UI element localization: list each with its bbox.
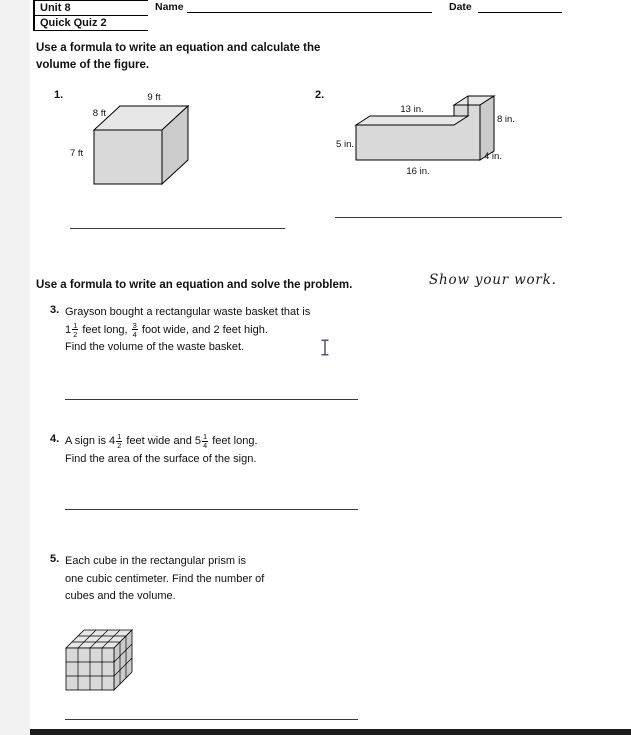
fraction-denominator: 4 <box>203 441 208 450</box>
problem2-dim-bottom: 16 in. <box>406 166 430 177</box>
problem5-answer-line[interactable] <box>65 719 358 720</box>
problem1-answer-line[interactable] <box>70 228 285 229</box>
text-cursor-ibeam <box>320 339 330 356</box>
section2-instructions: Use a formula to write an equation and solve the problem. <box>36 279 353 291</box>
problem4-line1 <box>65 433 365 451</box>
problem1-dim-top: 9 ft <box>147 92 161 103</box>
problem3-line1: Grayson bought a rectangular waste basket that is <box>65 306 311 318</box>
fraction-numerator: 3 <box>132 320 137 330</box>
problem3-line3: Find the volume of the waste basket. <box>65 341 245 353</box>
problem3-seg1: feet long, <box>79 323 131 336</box>
section1-instructions <box>36 40 320 73</box>
fraction-one-half <box>72 322 78 338</box>
problem4-whole2: 5 <box>194 435 202 447</box>
problem1-dim-upper-left: 8 ft <box>92 108 106 119</box>
problem5-line3: cubes and the volume. <box>65 590 176 602</box>
section1-instructions-line2: volume of the figure. <box>36 58 150 71</box>
problem4-whole1: 4 <box>109 435 116 447</box>
problem2-lshape-figure <box>332 86 532 181</box>
ibeam-icon <box>320 339 330 356</box>
name-label: Name <box>155 1 184 13</box>
fraction-one-fourth <box>202 433 208 449</box>
problem5-number: 5. <box>50 553 60 565</box>
problem3-whole1: 1 <box>65 323 72 336</box>
section1-instructions-line1: Use a formula to write an equation and calculate the <box>36 42 321 54</box>
quiz-title: Quick Quiz 2 <box>35 16 148 31</box>
name-fill-line[interactable] <box>187 12 432 13</box>
problem2-answer-line[interactable] <box>335 217 562 218</box>
show-your-work-note: Show your work. <box>429 272 557 288</box>
problem4-answer-line[interactable] <box>65 509 358 510</box>
problem1-prism-figure <box>66 86 216 191</box>
fraction-numerator: 1 <box>73 320 78 330</box>
problem1-number: 1. <box>54 89 64 101</box>
page-bottom-edge <box>30 729 631 735</box>
fraction-three-fourths <box>132 322 138 338</box>
problem4-seg2: feet long. <box>209 435 258 447</box>
problem4-text <box>65 433 365 468</box>
problem3-line2 <box>65 322 365 340</box>
problem2-dim-lower-right: 4 in. <box>484 151 502 162</box>
problem5-unit-cube-prism-figure <box>64 620 144 695</box>
date-fill-line[interactable] <box>478 12 562 13</box>
page-edge-left <box>0 0 30 735</box>
lshape-slab-top-face <box>356 116 468 125</box>
problem2-dim-left: 5 in. <box>336 139 354 150</box>
problem5-text <box>65 553 365 606</box>
problem1-dim-left: 7 ft <box>70 148 84 159</box>
problem4-number: 4. <box>50 433 60 445</box>
problem3-answer-line[interactable] <box>65 399 358 400</box>
header-box <box>33 0 148 31</box>
problem2-number: 2. <box>315 89 325 101</box>
problem4-line2: Find the area of the surface of the sign. <box>65 452 257 465</box>
problem4-seg0: A sign is <box>65 435 110 447</box>
problem5-line2: one cubic centimeter. Find the number of <box>65 572 265 585</box>
prism-front-face <box>94 130 162 184</box>
date-label: Date <box>449 1 472 13</box>
fraction-numerator: 1 <box>117 432 122 441</box>
unit-label: Unit 8 <box>35 1 148 16</box>
fraction-one-half <box>116 433 122 449</box>
problem2-dim-right: 8 in. <box>497 114 515 125</box>
problem3-seg2: foot wide, and 2 feet high. <box>138 323 268 336</box>
fraction-denominator: 4 <box>132 329 137 339</box>
fraction-numerator: 1 <box>203 432 208 441</box>
fraction-denominator: 2 <box>117 441 122 450</box>
problem2-dim-top: 13 in. <box>400 104 424 115</box>
problem5-line1: Each cube in the rectangular prism is <box>65 555 246 567</box>
problem3-number: 3. <box>50 304 60 316</box>
problem4-seg1: feet wide and <box>123 435 195 447</box>
fraction-denominator: 2 <box>73 329 78 339</box>
